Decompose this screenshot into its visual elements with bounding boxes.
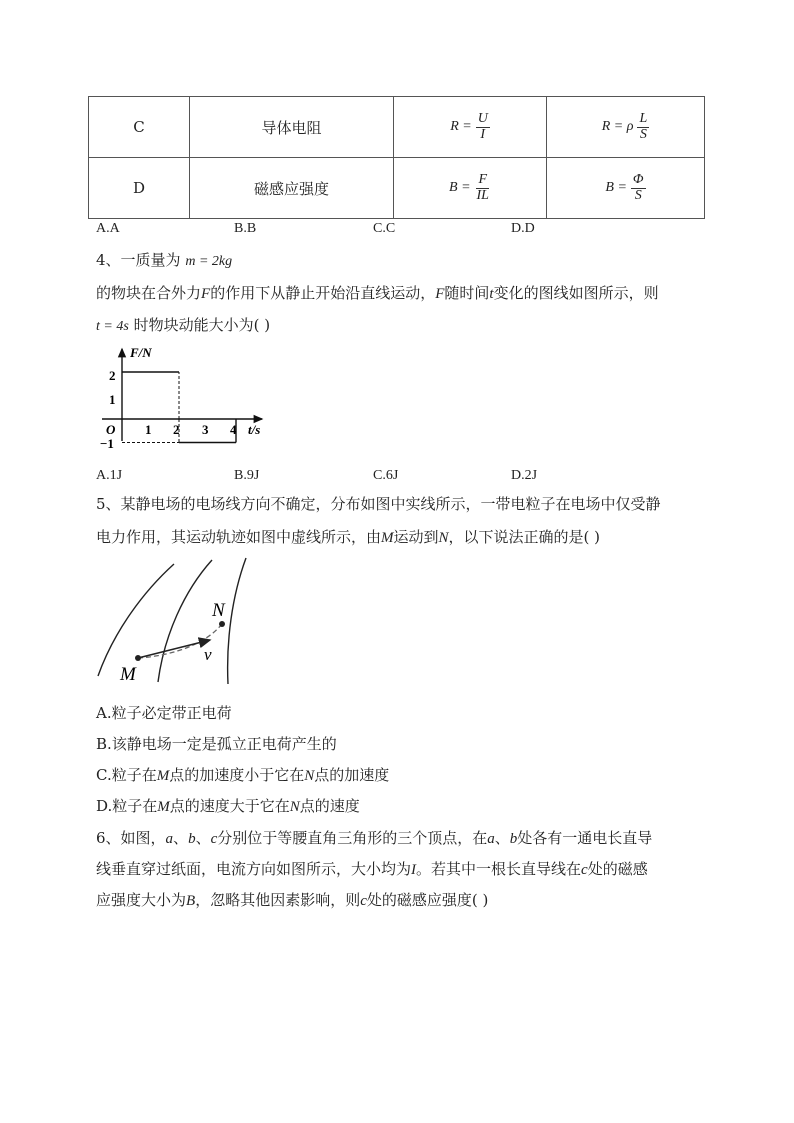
y-tick-label: 1 — [109, 392, 116, 407]
q4-var-f: F — [435, 286, 445, 302]
comparison-table — [88, 96, 705, 219]
q5-text: 电力作用，其运动轨迹如图中虚线所示，由 — [96, 528, 382, 546]
option-text: A.粒子必定带正电荷 — [96, 704, 232, 722]
point-n — [219, 621, 225, 627]
formula — [450, 112, 490, 142]
numerator: F — [478, 171, 488, 187]
option-text: 点的加速度小于它在 — [169, 766, 305, 784]
fraction — [631, 173, 646, 203]
q6-var: c — [581, 862, 588, 878]
choice-c[interactable]: C.6J — [373, 468, 399, 483]
field-line — [228, 558, 246, 684]
q5-option-b[interactable] — [96, 734, 337, 754]
option-text: D.粒子在 — [96, 797, 158, 815]
fraction — [475, 173, 491, 203]
table-cell-decision — [547, 97, 705, 158]
formula — [449, 173, 491, 203]
formula-lhs: B = — [605, 180, 627, 195]
table-cell-quantity: 磁感应强度 — [190, 158, 394, 219]
option-text: 点的速度大于它在 — [169, 797, 290, 815]
q5-text: ，以下说法正确的是( ) — [448, 528, 601, 546]
numerator: U — [477, 110, 488, 126]
q6-var: b — [188, 831, 196, 847]
x-axis-label: t/s — [248, 422, 261, 437]
q5-stem-line1: 5、某静电场的电场线方向不确定，分布如图中实线所示，一带电粒子在电场中仅受静 — [96, 495, 661, 513]
q4-stem-line1 — [96, 250, 232, 272]
q4-text: 随时间 — [444, 284, 490, 302]
option-var: M — [156, 768, 170, 784]
formula-lhs: R = ρ — [601, 119, 634, 134]
table-cell-definition — [394, 158, 547, 219]
q6-var: b — [509, 831, 518, 847]
x-tick-label: 2 — [173, 422, 180, 437]
choice-a[interactable]: A.A — [96, 221, 120, 236]
x-tick-label: 4 — [230, 422, 237, 437]
table-cell-option: D — [89, 158, 190, 219]
option-text: 点的加速度 — [314, 766, 390, 784]
q4-text: 变化的图线如图所示，则 — [493, 284, 659, 302]
denominator: S — [634, 187, 642, 203]
option-text: 点的速度 — [299, 797, 360, 815]
q4-text: 的作用下从静止开始沿直线运动， — [210, 284, 436, 302]
option-var: N — [304, 768, 315, 784]
formula-lhs: B = — [449, 180, 471, 195]
q6-stem-line2 — [96, 859, 648, 880]
option-text: B.该静电场一定是孤立正电荷产生的 — [96, 735, 337, 753]
numerator: Φ — [632, 171, 644, 187]
table-cell-quantity: 导体电阻 — [190, 97, 394, 158]
table-cell-definition — [394, 97, 547, 158]
numerator: L — [639, 110, 648, 126]
denominator: I — [480, 126, 486, 142]
q5-stem-line2 — [96, 527, 600, 548]
q6-stem-line3 — [96, 890, 488, 911]
point-m — [135, 655, 141, 661]
y-tick-label: 2 — [109, 368, 116, 383]
q6-text: 、 — [494, 829, 510, 847]
q6-text: 、 — [195, 829, 211, 847]
force-time-graph — [96, 343, 276, 453]
x-tick-label: 3 — [202, 422, 209, 437]
label-n: N — [212, 600, 225, 621]
choice-c[interactable]: C.C — [373, 221, 396, 236]
table-cell-option: C — [89, 97, 190, 158]
electric-field-figure — [94, 556, 254, 686]
label-v: v — [204, 645, 212, 664]
y-axis-label: F/N — [130, 345, 152, 360]
formula — [605, 173, 645, 203]
table-row — [89, 158, 705, 219]
q4-stem-text: 4、一质量为 — [96, 251, 181, 269]
option-var: N — [289, 799, 300, 815]
q6-var: c — [210, 831, 218, 847]
q5-var-n: N — [438, 530, 449, 546]
q4-text: 的物块在合外力 — [96, 284, 202, 302]
q5-text: 运动到 — [393, 528, 439, 546]
q6-text: 应强度大小为 — [96, 891, 187, 909]
fraction — [637, 112, 649, 142]
q6-text: 处的磁感应强度( ) — [366, 891, 489, 909]
q6-var: I — [411, 862, 417, 878]
q5-option-a[interactable] — [96, 703, 232, 723]
q6-text: ，忽略其他因素影响，则 — [195, 891, 361, 909]
q4-var-t: t — [489, 286, 494, 302]
q6-var: B — [186, 893, 196, 909]
q4-time: t = 4s — [96, 319, 129, 334]
formula — [602, 112, 650, 142]
formula-lhs: R = — [450, 119, 472, 134]
origin-label: O — [106, 422, 116, 437]
q6-text: 。若其中一根长直导线在 — [416, 860, 582, 878]
q5-option-c[interactable] — [96, 765, 389, 786]
q4-mass: m = 2kg — [185, 254, 233, 269]
fraction — [476, 112, 490, 142]
q6-text: 线垂直穿过纸面，电流方向如图所示，大小均为 — [96, 860, 412, 878]
q6-var: a — [487, 831, 495, 847]
denominator: IL — [476, 187, 489, 203]
choice-b[interactable]: B.B — [234, 221, 257, 236]
choice-a[interactable]: A.1J — [96, 468, 123, 483]
q4-text: 时物块动能大小为( ) — [133, 316, 271, 334]
denominator: S — [639, 126, 647, 142]
table-cell-decision — [547, 158, 705, 219]
option-var: M — [157, 799, 170, 815]
q4-stem-line2 — [96, 283, 659, 304]
choice-d[interactable]: D.D — [511, 221, 535, 236]
y-tick-label: −1 — [100, 436, 114, 451]
q6-text: 分别位于等腰直角三角形的三个顶点，在 — [217, 829, 488, 847]
q4-var-f: F — [201, 286, 211, 302]
option-text: C.粒子在 — [96, 766, 157, 784]
q6-text: 处的磁感 — [587, 860, 648, 878]
q6-var: a — [165, 831, 174, 847]
q6-text: 、 — [173, 829, 189, 847]
label-m: M — [120, 664, 136, 685]
choice-b[interactable]: B.9J — [234, 468, 260, 483]
q6-text: 处各有一通电长直导 — [517, 829, 653, 847]
table-row — [89, 97, 705, 158]
q5-var-m: M — [381, 530, 394, 546]
q4-stem-line3 — [96, 315, 270, 337]
x-tick-label: 1 — [145, 422, 152, 437]
choice-d[interactable]: D.2J — [511, 468, 538, 483]
q6-stem-line1 — [96, 828, 652, 849]
q5-option-d[interactable] — [96, 796, 360, 817]
q6-var: c — [360, 893, 367, 909]
q6-text: 6、如图， — [96, 829, 166, 847]
velocity-arrow — [138, 640, 210, 658]
